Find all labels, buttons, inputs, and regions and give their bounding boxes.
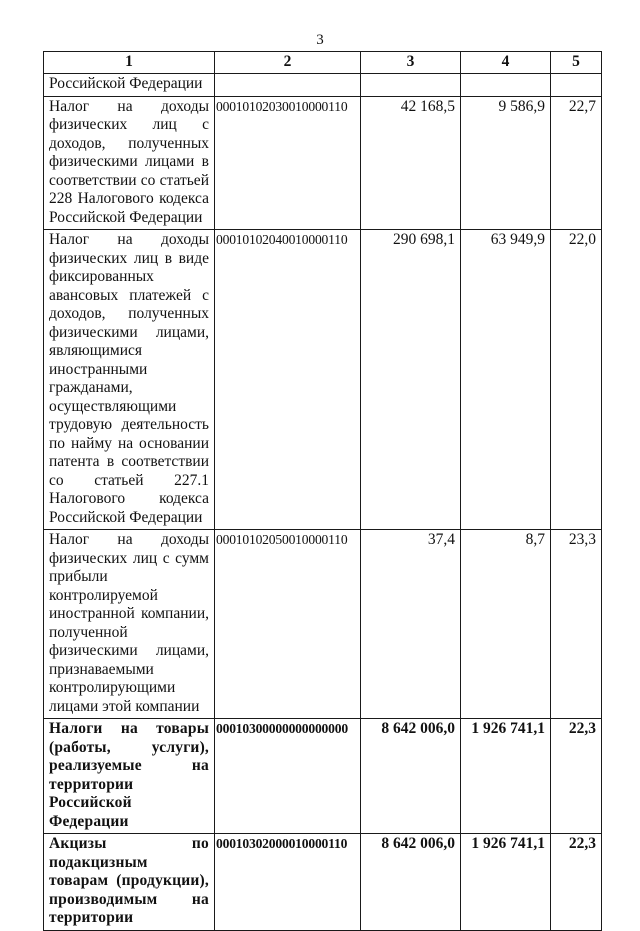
table-row: [44, 230, 602, 530]
table-row: [44, 74, 602, 97]
row-name: Акцизы по подакцизным товарам (продукции), производимым на территории: [44, 834, 215, 931]
row-percent: 22,0: [551, 230, 602, 530]
row-name: Налоги на товары (работы, услуги), реализуемые на территории Российской Федерации: [44, 719, 215, 834]
table-row: [44, 719, 602, 834]
row-code: [215, 74, 361, 97]
row-plan: 290 698,1: [361, 230, 461, 530]
row-code: 00010102040010000110: [215, 230, 361, 530]
table-row: [44, 834, 602, 931]
row-name: Налог на доходы физических лиц с доходов, полученных физическими лицами в соответствии со статьей 228 Налогового кодекса Российской Федерации: [44, 96, 215, 230]
row-code: 00010102050010000110: [215, 530, 361, 719]
row-percent: 22,3: [551, 719, 602, 834]
row-code: 00010302000010000110: [215, 834, 361, 931]
row-code: 00010102030010000110: [215, 96, 361, 230]
column-header: 5: [551, 52, 602, 74]
row-fact: 8,7: [461, 530, 551, 719]
row-fact: [461, 74, 551, 97]
row-plan: 8 642 006,0: [361, 834, 461, 931]
page-number: 3: [316, 32, 324, 48]
row-fact: 1 926 741,1: [461, 834, 551, 931]
table-header-row: [44, 52, 602, 74]
table-row: [44, 96, 602, 230]
row-fact: 1 926 741,1: [461, 719, 551, 834]
row-plan: 42 168,5: [361, 96, 461, 230]
revenue-table: [43, 51, 602, 931]
row-code: 00010300000000000000: [215, 719, 361, 834]
column-header: 4: [461, 52, 551, 74]
row-name: Налог на доходы физических лиц с сумм прибыли контролируемой иностранной компании, полученной физическими лицами, признаваемыми контролирующими лицами этой компании: [44, 530, 215, 719]
row-percent: [551, 74, 602, 97]
column-header: 1: [44, 52, 215, 74]
row-name: Российской Федерации: [44, 74, 215, 97]
column-header: 3: [361, 52, 461, 74]
row-name: Налог на доходы физических лиц в виде фиксированных авансовых платежей с доходов, полученных физическими лицами, являющимися иностранными гражданами, осуществляющими трудовую деятельность по найму на основании патента в соответствии со статьей 227.1 Налогового кодекса Российской Федерации: [44, 230, 215, 530]
row-percent: 22,7: [551, 96, 602, 230]
row-fact: 63 949,9: [461, 230, 551, 530]
row-plan: 37,4: [361, 530, 461, 719]
row-percent: 23,3: [551, 530, 602, 719]
row-percent: 22,3: [551, 834, 602, 931]
row-plan: 8 642 006,0: [361, 719, 461, 834]
row-fact: 9 586,9: [461, 96, 551, 230]
row-plan: [361, 74, 461, 97]
table-row: [44, 530, 602, 719]
column-header: 2: [215, 52, 361, 74]
